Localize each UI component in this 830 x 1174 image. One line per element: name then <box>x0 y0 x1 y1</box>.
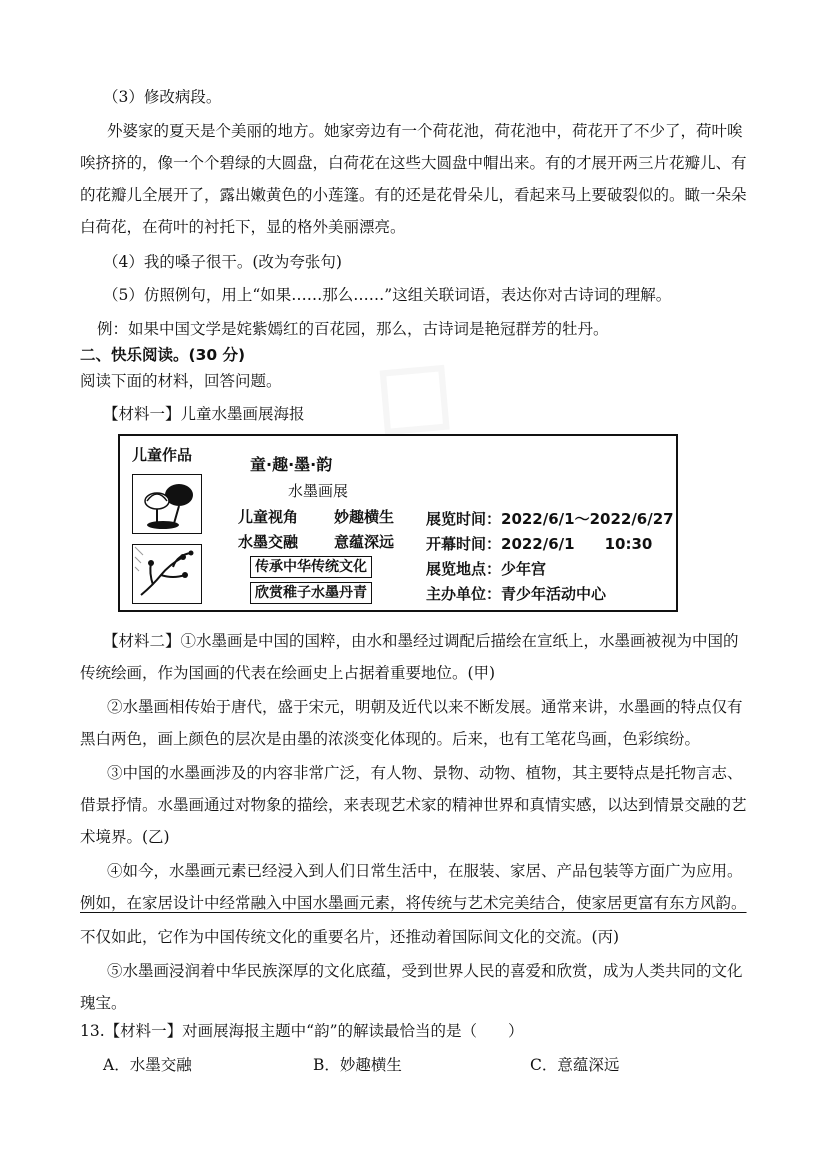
plum-branch-icon <box>133 545 200 602</box>
material2-p5-line1: ⑤水墨画浸润着中华民族深厚的文化底蕴，受到世界人民的喜爱和欣赏，成为人类共同的文化 <box>107 962 743 980</box>
material2-p5-line2: 瑰宝。 <box>80 994 127 1012</box>
section-heading: 二、快乐阅读。(30 分) <box>80 346 246 364</box>
poster-phrase-4: 意蕴深远 <box>334 533 395 551</box>
plum-branch-painting <box>132 544 202 604</box>
q13-option-a[interactable]: A．水墨交融 <box>103 1056 192 1074</box>
material2-p3-line2: 借景抒情。水墨画通过对物象的描绘，来表现艺术家的精神世界和真情实感，以达到情景交融的艺 <box>80 796 747 814</box>
material2-p3-line3: 术境界。(乙) <box>80 828 170 846</box>
q3-line-1: 外婆家的夏天是个美丽的地方。她家旁边有一个荷花池，荷花池中，荷花开了不少了，荷叶唉 <box>107 122 743 140</box>
q5-example: 例：如果中国文学是姹紫嫣红的百花园，那么，古诗词是艳冠群芳的牡丹。 <box>97 320 609 338</box>
q13-stem: 13.【材料一】对画展海报主题中“韵”的解读最恰当的是（ ） <box>80 1022 524 1040</box>
q13-option-c[interactable]: C．意蕴深远 <box>530 1056 620 1074</box>
material2-p4-line1: ④如今，水墨画元素已经浸入到人们日常生活中，在服装、家居、产品包装等方面广为应用。 <box>107 862 743 880</box>
q3-line-2: 唉挤挤的，像一个个碧绿的大圆盘，白荷花在这些大圆盘中帽出来。有的才展开两三片花瓣儿、有 <box>80 154 747 172</box>
poster-subtitle: 水墨画展 <box>288 482 349 500</box>
poster-stamp-2: 欣赏稚子水墨丹青 <box>250 582 372 604</box>
poster-title: 童·趣·墨·韵 <box>250 455 333 474</box>
material2-p4-underlined-sentence: 例如，在家居设计中经常融入中国水墨画元素，将传统与艺术完美结合，使家居更富有东方风韵。 <box>80 894 747 912</box>
q3-line-3: 的花瓣儿全展开了，露出嫩黄色的小莲篷。有的还是花骨朵儿，看起来马上要破裂似的。瞰一朵朵 <box>80 186 747 204</box>
lotus-icon <box>133 475 200 532</box>
poster-corner-label: 儿童作品 <box>132 446 193 464</box>
poster-info-opening: 开幕时间：2022/6/1 10:30 <box>426 535 653 553</box>
poster-info-dates: 展览时间：2022/6/1～2022/6/27 <box>426 510 674 528</box>
section-instruction: 阅读下面的材料，回答问题。 <box>80 372 282 390</box>
lotus-painting <box>132 474 202 534</box>
q4-text: （4）我的嗓子很干。(改为夸张句) <box>103 253 342 271</box>
material2-p1-line2: 传统绘画，作为国画的代表在绘画史上占据着重要地位。(甲) <box>80 664 496 682</box>
material2-p2-line2: 黑白两色，画上颜色的层次是由墨的浓淡变化体现的。后来，也有工笔花鸟画，色彩缤纷。 <box>80 730 701 748</box>
q13-option-b[interactable]: B．妙趣横生 <box>313 1056 402 1074</box>
poster-phrase-2: 妙趣横生 <box>334 508 395 526</box>
material2-p4-line3: 不仅如此，它作为中国传统文化的重要名片，还推动着国际间文化的交流。(丙) <box>80 928 620 946</box>
material1-label: 【材料一】儿童水墨画展海报 <box>103 405 305 423</box>
q3-title: （3）修改病段。 <box>103 88 222 106</box>
poster-info-organizer: 主办单位：青少年活动中心 <box>426 585 607 603</box>
material2-p3-line1: ③中国的水墨画涉及的内容非常广泛，有人物、景物、动物、植物，其主要特点是托物言志、 <box>107 764 743 782</box>
poster-phrase-3: 水墨交融 <box>238 533 299 551</box>
material2-p2-line1: ②水墨画相传始于唐代，盛于宋元，明朝及近代以来不断发展。通常来讲，水墨画的特点仅有 <box>107 698 743 716</box>
q5-text: （5）仿照例句，用上“如果……那么……”这组关联词语，表达你对古诗词的理解。 <box>103 286 672 304</box>
exhibition-poster <box>118 434 678 612</box>
q3-line-4: 白荷花，在荷叶的衬托下，显的格外美丽漂亮。 <box>80 218 406 236</box>
poster-info-venue: 展览地点：少年宫 <box>426 560 547 578</box>
material2-p1-line1: 【材料二】①水墨画是中国的国粹，由水和墨经过调配后描绘在宣纸上，水墨画被视为中国的 <box>103 632 739 650</box>
poster-stamp-1: 传承中华传统文化 <box>250 556 372 578</box>
poster-phrase-1: 儿童视角 <box>238 508 299 526</box>
